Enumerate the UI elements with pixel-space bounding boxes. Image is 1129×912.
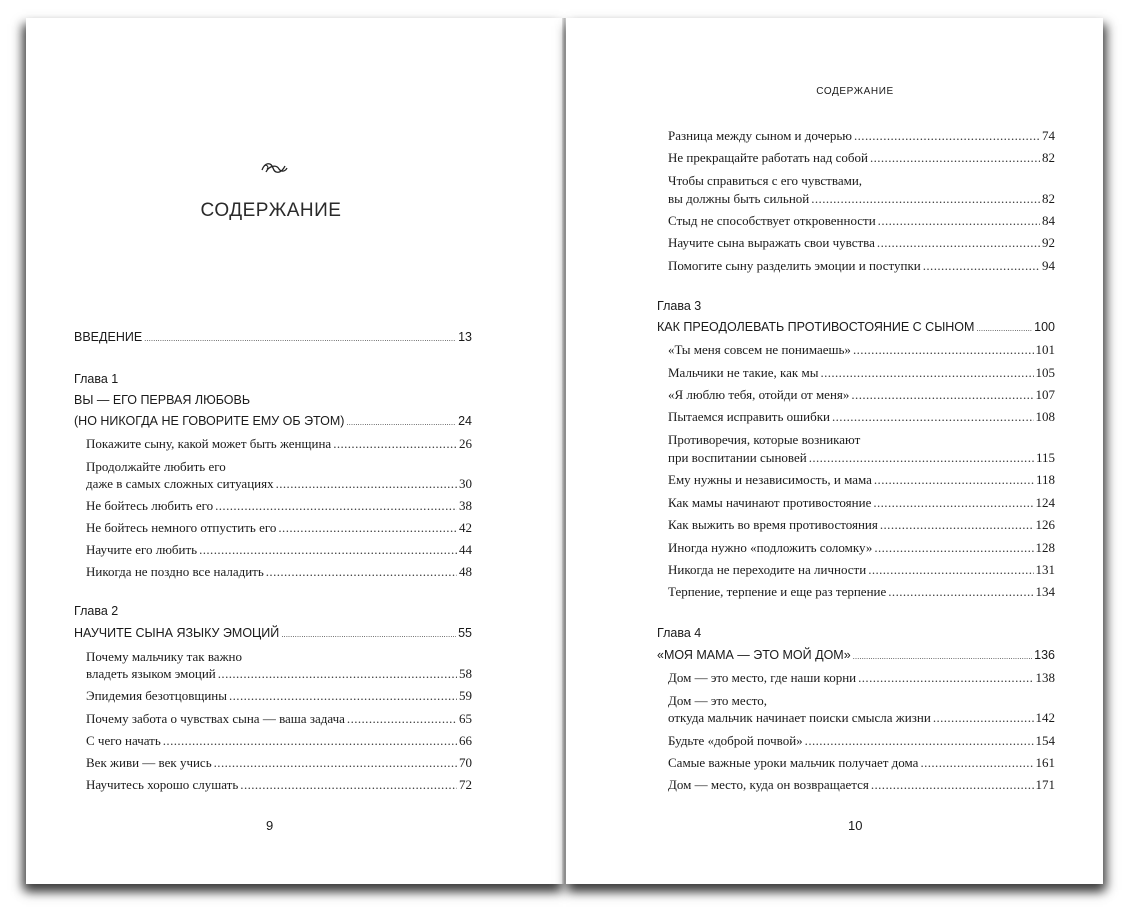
toc-entry-label: владеть языком эмоций — [86, 666, 216, 681]
toc-entry-label: «МОЯ МАМА — ЭТО МОЙ ДОМ» — [657, 648, 851, 662]
toc-entry-label: (НО НИКОГДА НЕ ГОВОРИТЕ ЕМУ ОБ ЭТОМ) — [74, 414, 345, 428]
toc-page-number: 30 — [459, 476, 472, 491]
toc-entry-chapter-2[interactable] — [74, 626, 472, 642]
toc-entry-label: Эпидемия безотцовщины — [86, 688, 227, 703]
toc-entry[interactable] — [668, 342, 1055, 357]
toc-entry[interactable] — [668, 450, 1055, 465]
toc-entry-label: Никогда не переходите на личности — [668, 562, 867, 577]
toc-page-number: 42 — [459, 520, 472, 535]
toc-entry-label: Терпение, терпение и еще раз терпение — [668, 584, 887, 599]
toc-entry[interactable] — [668, 670, 1055, 685]
toc-entry-label: «Я люблю тебя, отойди от меня» — [668, 387, 850, 402]
toc-page-number: 136 — [1034, 648, 1055, 662]
toc-entry[interactable] — [86, 688, 472, 703]
toc-entry-label: Не бойтесь немного отпустить его — [86, 520, 277, 535]
toc-page-number: 58 — [459, 666, 472, 681]
page-number: 10 — [848, 818, 863, 833]
toc-page-number: 161 — [1035, 755, 1055, 770]
toc-entry-chapter-1[interactable] — [74, 414, 472, 430]
toc-entry-label: Научитесь хорошо слушать — [86, 777, 239, 792]
toc-page-number: 131 — [1035, 562, 1055, 577]
toc-entry[interactable] — [668, 150, 1055, 165]
toc-page-number: 100 — [1034, 320, 1055, 334]
toc-entry[interactable] — [668, 517, 1055, 532]
toc-page-number: 126 — [1035, 517, 1055, 532]
toc-entry[interactable] — [86, 436, 472, 451]
toc-page-number: 101 — [1035, 342, 1055, 357]
toc-page-number: 171 — [1035, 777, 1055, 792]
toc-entry[interactable] — [668, 258, 1055, 273]
toc-page-number: 65 — [459, 711, 472, 726]
toc-page-number: 44 — [459, 542, 472, 557]
toc-entry[interactable] — [668, 235, 1055, 250]
toc-entry[interactable] — [86, 666, 472, 681]
toc-entry-label: «Ты меня совсем не понимаешь» — [668, 342, 851, 357]
toc-entry[interactable] — [668, 409, 1055, 424]
toc-entry-label: вы должны быть сильной — [668, 191, 810, 206]
toc-page-number: 94 — [1042, 258, 1055, 273]
toc-entry-label: ВВЕДЕНИЕ — [74, 330, 143, 344]
chapter-label: Глава 3 — [657, 299, 702, 313]
toc-entry-label: Стыд не способствует откровенности — [668, 213, 876, 228]
toc-entry[interactable] — [668, 733, 1055, 748]
right-page — [566, 18, 1103, 884]
page-number: 9 — [266, 818, 274, 833]
toc-entry-label: Никогда не поздно все наладить — [86, 564, 264, 579]
toc-entry-label: Научите его любить — [86, 542, 198, 557]
toc-entry[interactable] — [86, 476, 472, 491]
toc-entry[interactable] — [668, 710, 1055, 725]
toc-entry[interactable] — [86, 520, 472, 535]
toc-entry-label: Самые важные уроки мальчик получает дома — [668, 755, 919, 770]
toc-entry[interactable] — [668, 755, 1055, 770]
toc-entry[interactable] — [86, 542, 472, 557]
toc-entry-chapter-4[interactable] — [657, 648, 1055, 664]
left-page — [26, 18, 563, 884]
toc-page-number: 92 — [1042, 235, 1055, 250]
toc-page-number: 107 — [1035, 387, 1055, 402]
fleuron-ornament-icon — [259, 158, 289, 178]
toc-page-number: 55 — [458, 626, 472, 640]
toc-entry-label: при воспитании сыновей — [668, 450, 807, 465]
toc-entry[interactable] — [668, 365, 1055, 380]
toc-entry-label: Не прекращайте работать над собой — [668, 150, 868, 165]
toc-entry-label: Век живи — век учись — [86, 755, 212, 770]
toc-entry[interactable] — [86, 755, 472, 770]
toc-entry-first-line: Почему мальчику так важно — [86, 649, 243, 664]
toc-entry-label: Иногда нужно «подложить соломку» — [668, 540, 873, 555]
toc-page-number: 82 — [1042, 191, 1055, 206]
toc-page-number: 70 — [459, 755, 472, 770]
toc-page-number: 105 — [1035, 365, 1055, 380]
toc-entry[interactable] — [668, 191, 1055, 206]
chapter-label: Глава 4 — [657, 626, 702, 640]
toc-page-number: 134 — [1035, 584, 1055, 599]
toc-page-number: 26 — [459, 436, 472, 451]
toc-page-number: 128 — [1035, 540, 1055, 555]
toc-page-number: 38 — [459, 498, 472, 513]
toc-entry-first-line: Продолжайте любить его — [86, 459, 226, 474]
toc-entry-label: откуда мальчик начинает поиски смысла жизни — [668, 710, 931, 725]
toc-entry[interactable] — [668, 540, 1055, 555]
toc-page-number: 115 — [1035, 450, 1055, 465]
toc-entry[interactable] — [668, 213, 1055, 228]
toc-entry-intro[interactable] — [74, 330, 472, 346]
toc-entry-label: Дом — это место, где наши корни — [668, 670, 857, 685]
toc-page-number: 82 — [1042, 150, 1055, 165]
toc-entry-label: С чего начать — [86, 733, 161, 748]
toc-page-number: 59 — [459, 688, 472, 703]
toc-entry-label: Не бойтесь любить его — [86, 498, 214, 513]
toc-entry[interactable] — [86, 733, 472, 748]
toc-entry-label: Как выжить во время противостояния — [668, 517, 878, 532]
toc-entry[interactable] — [668, 128, 1055, 143]
toc-entry[interactable] — [86, 711, 472, 726]
toc-entry-first-line: Противоречия, которые возникают — [668, 432, 861, 447]
toc-entry-label: НАУЧИТЕ СЫНА ЯЗЫКУ ЭМОЦИЙ — [74, 626, 280, 640]
toc-entry[interactable] — [668, 387, 1055, 402]
toc-entry-label: Почему забота о чувствах сына — ваша задача — [86, 711, 345, 726]
toc-page-number: 84 — [1042, 213, 1055, 228]
toc-page-number: 66 — [459, 733, 472, 748]
toc-page-number: 24 — [458, 414, 472, 428]
toc-entry-label: Научите сына выражать свои чувства — [668, 235, 875, 250]
toc-entry-first-line: Чтобы справиться с его чувствами, — [668, 173, 863, 188]
toc-entry-label: Дом — место, куда он возвращается — [668, 777, 869, 792]
toc-entry[interactable] — [86, 777, 472, 792]
toc-entry[interactable] — [668, 777, 1055, 792]
toc-entry-label: Будьте «доброй почвой» — [668, 733, 803, 748]
toc-entry[interactable] — [86, 564, 472, 579]
toc-entry-label: Ему нужны и независимость, и мама — [668, 472, 872, 487]
chapter-label: Глава 1 — [74, 372, 119, 386]
running-head: СОДЕРЖАНИЕ — [816, 86, 894, 97]
toc-entry[interactable] — [86, 498, 472, 513]
toc-entry[interactable] — [668, 472, 1055, 487]
toc-page-number: 72 — [459, 777, 472, 792]
toc-page-number: 124 — [1035, 495, 1055, 510]
toc-page-number: 118 — [1035, 472, 1055, 487]
toc-page-number: 154 — [1035, 733, 1055, 748]
toc-entry-first-line: Дом — это место, — [668, 693, 768, 708]
toc-entry-label: даже в самых сложных ситуациях — [86, 476, 274, 491]
toc-entry-label: Как мамы начинают противостояние — [668, 495, 872, 510]
toc-entry[interactable] — [668, 495, 1055, 510]
page-title: СОДЕРЖАНИЕ — [200, 200, 342, 221]
toc-entry-label: Покажите сыну, какой может быть женщина — [86, 436, 332, 451]
toc-page-number: 13 — [458, 330, 472, 344]
toc-entry-label: Мальчики не такие, как мы — [668, 365, 819, 380]
toc-entry-label: Пытаемся исправить ошибки — [668, 409, 830, 424]
chapter-title-line: ВЫ — ЕГО ПЕРВАЯ ЛЮБОВЬ — [74, 393, 251, 407]
toc-page-number: 48 — [459, 564, 472, 579]
toc-page-number: 142 — [1035, 710, 1055, 725]
toc-entry-label: Разница между сыном и дочерью — [668, 128, 852, 143]
toc-entry-label: Помогите сыну разделить эмоции и поступки — [668, 258, 921, 273]
toc-page-number: 108 — [1035, 409, 1055, 424]
toc-entry[interactable] — [668, 584, 1055, 599]
toc-page-number: 138 — [1035, 670, 1055, 685]
chapter-label: Глава 2 — [74, 604, 119, 618]
toc-entry-label: КАК ПРЕОДОЛЕВАТЬ ПРОТИВОСТОЯНИЕ С СЫНОМ — [657, 320, 975, 334]
toc-entry-chapter-3[interactable] — [657, 320, 1055, 336]
toc-page-number: 74 — [1042, 128, 1055, 143]
toc-entry[interactable] — [668, 562, 1055, 577]
